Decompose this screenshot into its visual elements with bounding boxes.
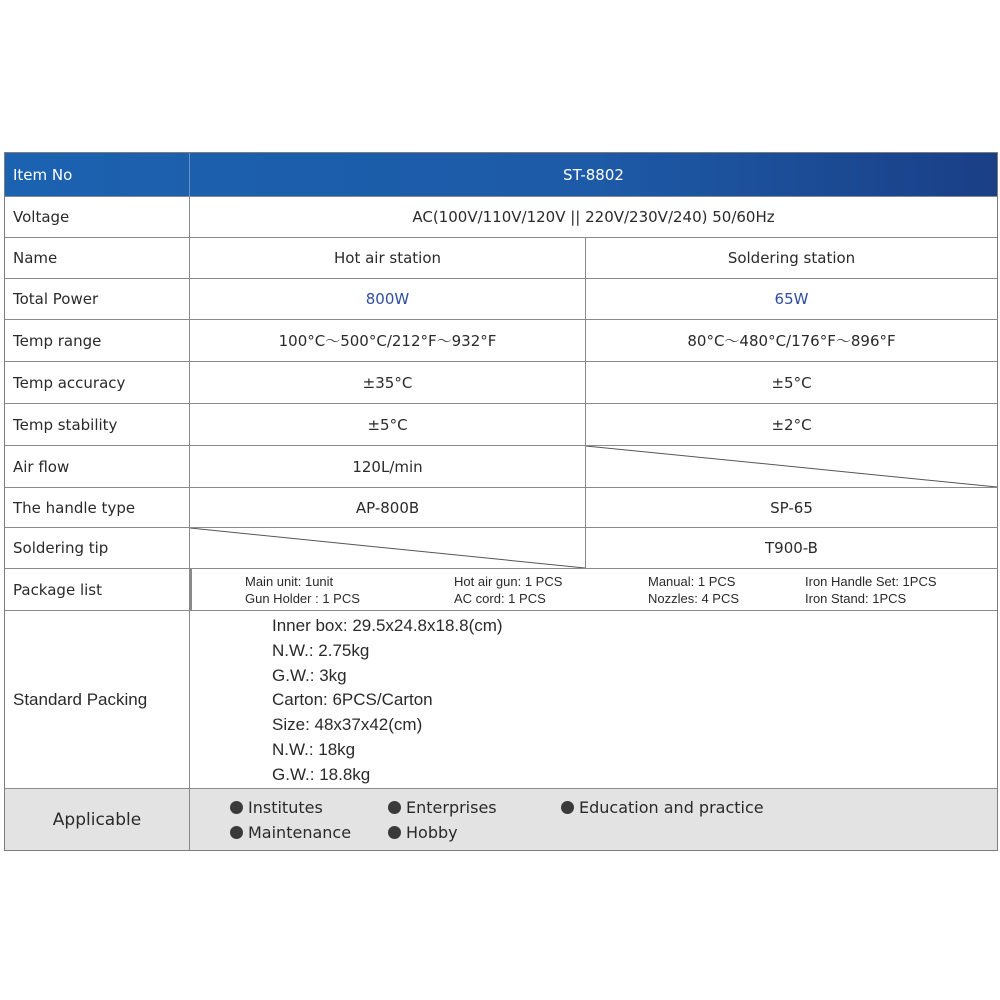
package-item: Hot air gun: 1 PCS [454,574,563,589]
temp-accuracy-row [5,361,997,403]
air-flow-label: Air flow [5,446,190,487]
applicable-item-label: Hobby [406,823,458,842]
bullet-icon [561,801,574,814]
packing-line: G.W.: 18.8kg [272,765,371,784]
temp-range-label: Temp range [5,320,190,361]
hot-air-temp-accuracy: ±35°C [190,362,586,403]
column-divider [190,569,192,610]
hot-air-air-flow: 120L/min [190,446,586,487]
package-item: AC cord: 1 PCS [454,591,546,606]
soldering-tip-value: T900-B [765,539,818,557]
temp-range-row [5,319,997,361]
soldering-temp-accuracy: ±5°C [771,373,812,392]
item-no-label: Item No [5,153,190,196]
packing-line: Size: 48x37x42(cm) [272,715,423,734]
temp-stability-row [5,403,997,445]
applicable-item-label: Maintenance [248,823,352,842]
applicable-row [5,788,997,850]
package-item: Nozzles: 4 PCS [648,591,740,606]
voltage-value: AC(100V/110V/120V || 220V/230V/240) 50/60Hz [412,208,775,226]
package-item: Iron Stand: 1PCS [805,591,907,606]
package-item: Manual: 1 PCS [648,574,736,589]
soldering-temp-range: 80°C～480°C/176°F～896°F [687,332,896,350]
soldering-air-flow-empty [586,446,997,487]
total-power-label: Total Power [5,279,190,319]
package-item: Gun Holder : 1 PCS [245,591,360,606]
header-row [5,153,997,196]
soldering-name: Soldering station [727,249,856,267]
standard-packing-label: Standard Packing [5,611,190,788]
bullet-icon [230,826,243,839]
applicable-item-label: Education and practice [579,798,764,817]
packing-line: N.W.: 2.75kg [272,641,370,660]
standard-packing-row [5,610,997,788]
applicable-item-institutes [230,798,323,817]
hot-air-handle-type: AP-800B [190,488,586,527]
hot-air-temp-stability: ±5°C [190,404,586,445]
bullet-icon [388,801,401,814]
soldering-power: 65W [774,290,809,308]
packing-line: Inner box: 29.5x24.8x18.8(cm) [272,616,503,635]
item-no-value: ST-8802 [563,165,624,184]
empty-cell-diagonal [190,528,585,568]
empty-cell-diagonal [586,446,997,487]
soldering-tip-label: Soldering tip [5,528,190,568]
total-power-row [5,278,997,319]
temp-accuracy-label: Temp accuracy [5,362,190,403]
applicable-item-label: Enterprises [406,798,497,817]
applicable-item-hobby [388,823,458,842]
handle-type-row [5,487,997,527]
soldering-tip-row [5,527,997,568]
air-flow-row [5,445,997,487]
voltage-label: Voltage [5,197,190,237]
hot-air-power: 800W [190,279,586,319]
handle-type-label: The handle type [5,488,190,527]
packing-line: N.W.: 18kg [272,740,356,759]
hot-air-temp-range: 100°C～500°C/212°F～932°F [190,320,586,361]
applicable-item-education [561,798,764,817]
name-label: Name [5,238,190,278]
applicable-item-enterprises [388,798,497,817]
spec-table [4,152,998,851]
temp-stability-label: Temp stability [5,404,190,445]
applicable-item-maintenance [230,823,351,842]
package-list-label: Package list [5,569,190,610]
bullet-icon [230,801,243,814]
package-item: Iron Handle Set: 1PCS [805,574,937,589]
package-list-row [5,568,997,610]
package-item: Main unit: 1unit [245,574,334,589]
applicable-label: Applicable [5,789,190,850]
bullet-icon [388,826,401,839]
name-row [5,237,997,278]
voltage-row [5,196,997,237]
hot-air-soldering-tip-empty [190,528,586,568]
soldering-handle-type: SP-65 [770,498,813,517]
hot-air-name: Hot air station [190,238,586,278]
packing-line: G.W.: 3kg [272,666,347,685]
applicable-item-label: Institutes [248,798,323,817]
packing-line: Carton: 6PCS/Carton [272,690,433,709]
soldering-temp-stability: ±2°C [771,415,812,434]
